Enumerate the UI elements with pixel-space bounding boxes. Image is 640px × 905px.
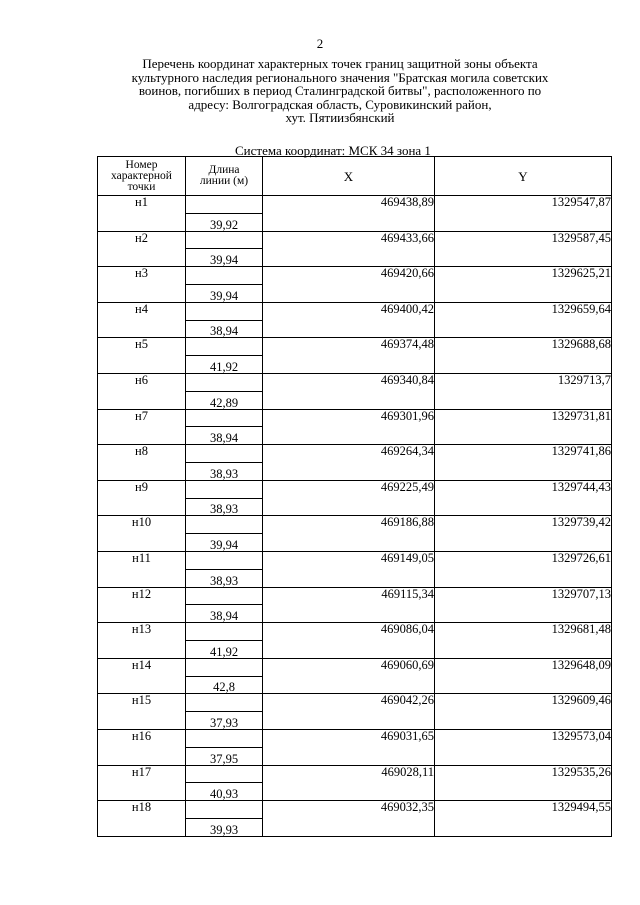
- empty-cell: [186, 516, 263, 534]
- point-number: н13: [98, 623, 186, 659]
- x-value: 469264,34: [263, 445, 435, 481]
- line-length: 39,93: [186, 818, 263, 836]
- y-value: 1329707,13: [435, 587, 612, 623]
- line-length: 38,94: [186, 320, 263, 338]
- y-value: 1329739,42: [435, 516, 612, 552]
- empty-cell: [186, 231, 263, 249]
- point-number: н5: [98, 338, 186, 374]
- x-value: 469374,48: [263, 338, 435, 374]
- table-row: [98, 551, 612, 569]
- line-length: 39,94: [186, 284, 263, 302]
- point-number: н17: [98, 765, 186, 801]
- y-value: 1329659,64: [435, 302, 612, 338]
- line-length: 39,94: [186, 249, 263, 267]
- y-value: 1329494,55: [435, 801, 612, 837]
- document-title: [90, 57, 590, 125]
- y-value: 1329547,87: [435, 196, 612, 232]
- table-body: [98, 196, 612, 837]
- y-value: 1329741,86: [435, 445, 612, 481]
- y-value: 1329609,46: [435, 694, 612, 730]
- point-number: н15: [98, 694, 186, 730]
- empty-cell: [186, 551, 263, 569]
- x-value: 469438,89: [263, 196, 435, 232]
- table-row: [98, 302, 612, 320]
- y-value: 1329688,68: [435, 338, 612, 374]
- table-header-row: [98, 157, 612, 196]
- line-length: 37,93: [186, 712, 263, 730]
- line-length: 38,94: [186, 427, 263, 445]
- title-line: адресу: Волгоградская область, Суровикинский район,: [188, 96, 492, 112]
- point-number: н8: [98, 445, 186, 481]
- empty-cell: [186, 267, 263, 285]
- title-line: воинов, погибших в период Сталинградской битвы", расположенного по: [138, 83, 542, 98]
- point-number: н6: [98, 373, 186, 409]
- x-value: 469115,34: [263, 587, 435, 623]
- table-row: [98, 267, 612, 285]
- empty-cell: [186, 480, 263, 498]
- line-length: 41,92: [186, 640, 263, 658]
- empty-cell: [186, 694, 263, 712]
- empty-cell: [186, 623, 263, 641]
- x-value: 469060,69: [263, 658, 435, 694]
- y-value: 1329587,45: [435, 231, 612, 267]
- title-line: Перечень координат характерных точек границ защитной зоны объекта: [142, 56, 538, 71]
- header-point-number: Номер характерной точки: [98, 157, 186, 196]
- table-row: [98, 338, 612, 356]
- line-length: 38,93: [186, 498, 263, 516]
- point-number: н3: [98, 267, 186, 303]
- point-number: н1: [98, 196, 186, 232]
- table-row: [98, 231, 612, 249]
- empty-cell: [186, 801, 263, 819]
- page-number: 2: [316, 36, 324, 51]
- title-line: культурного наследия регионального значения "Братская могила советских: [131, 69, 549, 85]
- line-length: 42,8: [186, 676, 263, 694]
- line-length: 38,93: [186, 462, 263, 480]
- point-number: н16: [98, 729, 186, 765]
- line-length: 37,95: [186, 747, 263, 765]
- empty-cell: [186, 729, 263, 747]
- title-line: хут. Пятиизбянский: [285, 110, 395, 125]
- header-line-length: Длина линии (м): [186, 157, 263, 196]
- x-value: 469420,66: [263, 267, 435, 303]
- line-length: 39,92: [186, 213, 263, 231]
- line-length: 42,89: [186, 391, 263, 409]
- line-length: 41,92: [186, 356, 263, 374]
- y-value: 1329535,26: [435, 765, 612, 801]
- point-number: н14: [98, 658, 186, 694]
- y-value: 1329573,04: [435, 729, 612, 765]
- table-row: [98, 587, 612, 605]
- empty-cell: [186, 302, 263, 320]
- table-row: [98, 445, 612, 463]
- table-row: [98, 623, 612, 641]
- x-value: 469086,04: [263, 623, 435, 659]
- header-x: X: [263, 157, 435, 196]
- table-row: [98, 729, 612, 747]
- table-row: [98, 480, 612, 498]
- x-value: 469301,96: [263, 409, 435, 445]
- empty-cell: [186, 658, 263, 676]
- y-value: 1329625,21: [435, 267, 612, 303]
- coordinate-system-label: Система координат: МСК 34 зона 1: [235, 143, 431, 158]
- point-number: н10: [98, 516, 186, 552]
- header-y: Y: [435, 157, 612, 196]
- empty-cell: [186, 765, 263, 783]
- x-value: 469042,26: [263, 694, 435, 730]
- x-value: 469032,35: [263, 801, 435, 837]
- y-value: 1329713,7: [435, 373, 612, 409]
- empty-cell: [186, 196, 263, 214]
- y-value: 1329731,81: [435, 409, 612, 445]
- empty-cell: [186, 338, 263, 356]
- table-row: [98, 658, 612, 676]
- line-length: 39,94: [186, 534, 263, 552]
- table-row: [98, 516, 612, 534]
- y-value: 1329681,48: [435, 623, 612, 659]
- y-value: 1329648,09: [435, 658, 612, 694]
- x-value: 469028,11: [263, 765, 435, 801]
- line-length: 40,93: [186, 783, 263, 801]
- point-number: н2: [98, 231, 186, 267]
- line-length: 38,93: [186, 569, 263, 587]
- x-value: 469400,42: [263, 302, 435, 338]
- table-row: [98, 694, 612, 712]
- x-value: 469149,05: [263, 551, 435, 587]
- table-row: [98, 765, 612, 783]
- point-number: н4: [98, 302, 186, 338]
- table-row: [98, 409, 612, 427]
- x-value: 469340,84: [263, 373, 435, 409]
- table-row: [98, 373, 612, 391]
- x-value: 469031,65: [263, 729, 435, 765]
- x-value: 469186,88: [263, 516, 435, 552]
- point-number: н7: [98, 409, 186, 445]
- point-number: н12: [98, 587, 186, 623]
- empty-cell: [186, 587, 263, 605]
- point-number: н11: [98, 551, 186, 587]
- y-value: 1329726,61: [435, 551, 612, 587]
- point-number: н9: [98, 480, 186, 516]
- empty-cell: [186, 409, 263, 427]
- line-length: 38,94: [186, 605, 263, 623]
- y-value: 1329744,43: [435, 480, 612, 516]
- table-row: [98, 196, 612, 214]
- table-row: [98, 801, 612, 819]
- coordinates-table: [97, 156, 612, 837]
- x-value: 469225,49: [263, 480, 435, 516]
- point-number: н18: [98, 801, 186, 837]
- empty-cell: [186, 373, 263, 391]
- empty-cell: [186, 445, 263, 463]
- x-value: 469433,66: [263, 231, 435, 267]
